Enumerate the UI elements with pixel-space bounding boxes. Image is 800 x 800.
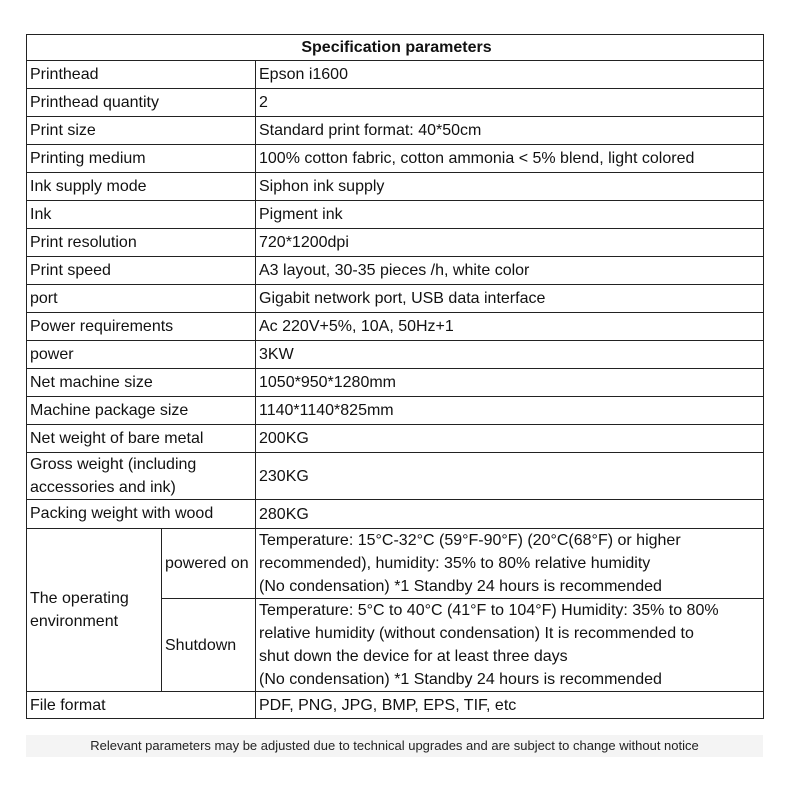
table-row (27, 692, 764, 719)
row-value: 280KG (256, 500, 764, 529)
table-row (27, 369, 764, 397)
row-label: port (27, 285, 256, 313)
row-value: 1050*950*1280mm (256, 369, 764, 397)
table-row (27, 117, 764, 145)
row-label: Printing medium (27, 145, 256, 173)
row-value: 720*1200dpi (256, 229, 764, 257)
row-label: File format (27, 692, 256, 719)
table-row (27, 61, 764, 89)
env-line: Temperature: 15°C-32°C (59°F-90°F) (20°C(68°F) or higher (259, 532, 681, 549)
table-row (27, 145, 764, 173)
row-label: power (27, 341, 256, 369)
table-row (27, 397, 764, 425)
row-value: 2 (256, 89, 764, 117)
env-line: (No condensation) *1 Standby 24 hours is recommended (259, 671, 662, 688)
table-row (27, 201, 764, 229)
row-value: 230KG (256, 453, 764, 500)
env-sub-label-powered-on: powered on (162, 529, 256, 599)
row-value: 200KG (256, 425, 764, 453)
row-label: Print size (27, 117, 256, 145)
table-row (27, 313, 764, 341)
row-label: Printhead quantity (27, 89, 256, 117)
table-row (27, 173, 764, 201)
row-value: Epson i1600 (256, 61, 764, 89)
row-label: Ink supply mode (27, 173, 256, 201)
table-row (27, 285, 764, 313)
row-value: 1140*1140*825mm (256, 397, 764, 425)
row-value: 100% cotton fabric, cotton ammonia < 5% blend, light colored (256, 145, 764, 173)
env-value-powered-on (256, 529, 764, 599)
row-value: A3 layout, 30-35 pieces /h, white color (256, 257, 764, 285)
env-line: shut down the device for at least three days (259, 648, 568, 665)
table-row (27, 453, 764, 500)
row-value: PDF, PNG, JPG, BMP, EPS, TIF, etc (256, 692, 764, 719)
env-line: Temperature: 5°C to 40°C (41°F to 104°F) Humidity: 35% to 80% (259, 602, 719, 619)
row-value: Gigabit network port, USB data interface (256, 285, 764, 313)
row-label: Print speed (27, 257, 256, 285)
row-value: Standard print format: 40*50cm (256, 117, 764, 145)
row-label: Machine package size (27, 397, 256, 425)
row-value: Siphon ink supply (256, 173, 764, 201)
table-row (27, 425, 764, 453)
footnote: Relevant parameters may be adjusted due to technical upgrades and are subject to change without notice (26, 735, 763, 757)
row-label: Power requirements (27, 313, 256, 341)
env-line: recommended), humidity: 35% to 80% relative humidity (259, 555, 651, 572)
table-row (27, 257, 764, 285)
row-label: Net weight of bare metal (27, 425, 256, 453)
table-row (27, 229, 764, 257)
env-line: (No condensation) *1 Standby 24 hours is recommended (259, 578, 662, 595)
row-value: Pigment ink (256, 201, 764, 229)
env-sub-label-shutdown: Shutdown (162, 599, 256, 692)
row-label: Print resolution (27, 229, 256, 257)
table-title: Specification parameters (27, 35, 764, 61)
row-value: 3KW (256, 341, 764, 369)
table-row (27, 341, 764, 369)
env-line: relative humidity (without condensation) It is recommended to (259, 625, 694, 642)
spec-table (26, 34, 764, 719)
table-row (27, 89, 764, 117)
row-label: Packing weight with wood (30, 505, 214, 522)
row-label-cell (27, 500, 256, 529)
row-label: Ink (27, 201, 256, 229)
row-label: Net machine size (27, 369, 256, 397)
env-label: The operating environment (27, 529, 162, 692)
table-row (27, 500, 764, 529)
env-powered-on-row (27, 529, 764, 599)
row-label: Printhead (27, 61, 256, 89)
row-value: Ac 220V+5%, 10A, 50Hz+1 (256, 313, 764, 341)
row-label: Gross weight (including accessories and ink) (27, 453, 256, 500)
env-value-shutdown (256, 599, 764, 692)
table-title-row (27, 35, 764, 61)
